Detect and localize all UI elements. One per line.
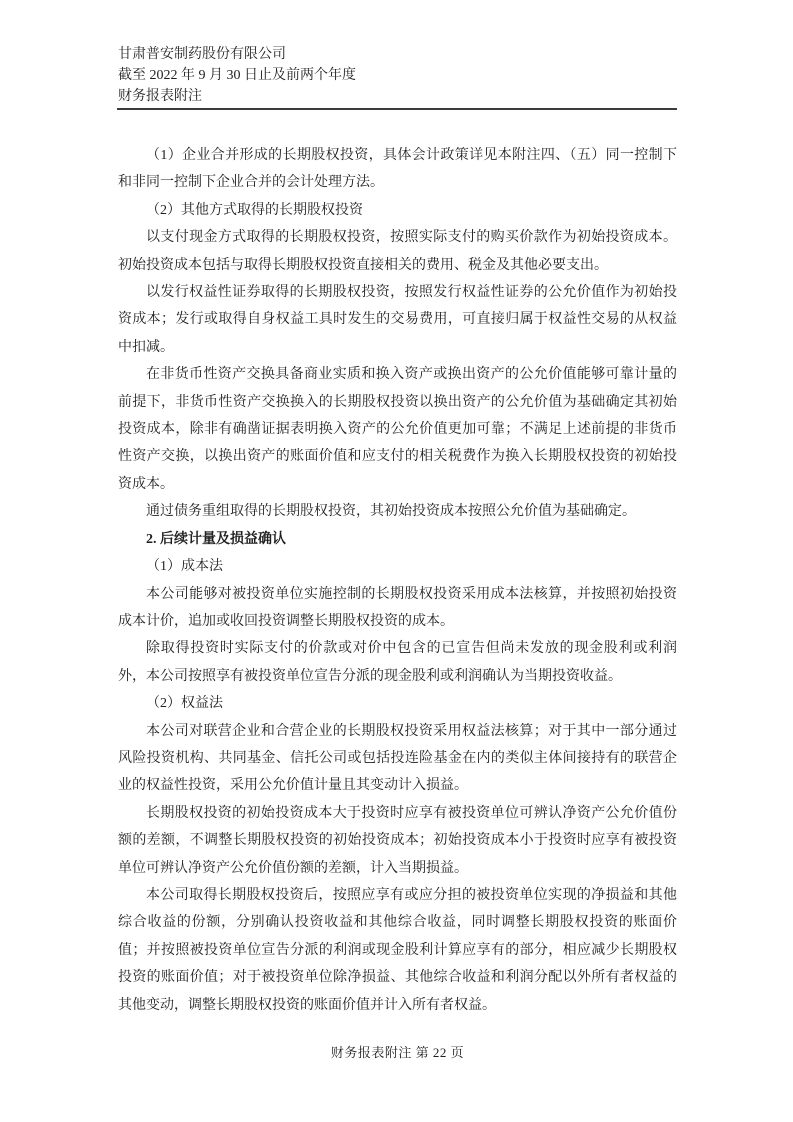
body-paragraph: 长期股权投资的初始投资成本大于投资时应享有被投资单位可辨认净资产公允价值份额的差额，不调整长期股权投资的初始投资成本；初始投资成本小于投资时应享有被投资单位可辨认净资产公允价值份额的差额，计入当期损益。 <box>118 805 677 876</box>
body-paragraph: 以发行权益性证券取得的长期股权投资，按照发行权益性证券的公允价值作为初始投资成本；发行或取得自身权益工具时发生的交易费用，可直接归属于权益性交易的从权益中扣减。 <box>118 285 677 355</box>
section-heading: 2. 后续计量及损益确认 <box>146 531 286 547</box>
header-divider <box>117 108 677 110</box>
body-paragraph: （1）企业合并形成的长期股权投资，具体会计政策详见本附注四、（五）同一控制下和非同一控制下企业合并的会计处理方法。 <box>118 148 677 191</box>
page-footer-label: 财务报表附注 第 22 页 <box>330 1045 465 1060</box>
body-paragraph: （1）成本法 <box>146 559 223 575</box>
document-body <box>118 142 677 1019</box>
document-footer <box>118 1042 677 1061</box>
body-paragraph: 本公司取得长期股权投资后，按照应享有或应分担的被投资单位实现的净损益和其他综合收益的份额，分别确认投资收益和其他综合收益，同时调整长期股权投资的账面价值；并按照被投资单位宣告分派的利润或现金股利计算应享有的部分，相应减少长期股权投资的账面价值；对于被投资单位除净损益、其他综合收益和利润分配以外所有者权益的其他变动，调整长期股权投资的账面价值并计入所有者权益。 <box>118 887 677 1013</box>
document-title: 财务报表附注 <box>118 89 202 104</box>
document-header <box>118 44 678 107</box>
body-paragraph: 除取得投资时实际支付的价款或对价中包含的已宣告但尚未发放的现金股利或利润外，本公司按照享有被投资单位宣告分派的现金股利或利润确认为当期投资收益。 <box>118 641 677 684</box>
body-paragraph: 以支付现金方式取得的长期股权投资，按照实际支付的购买价款作为初始投资成本。初始投资成本包括与取得长期股权投资直接相关的费用、税金及其他必要支出。 <box>118 230 677 273</box>
body-paragraph: （2）权益法 <box>146 696 223 712</box>
body-paragraph: 本公司能够对被投资单位实施控制的长期股权投资采用成本法核算，并按照初始投资成本计价，追加或收回投资调整长期股权投资的成本。 <box>118 586 677 629</box>
body-paragraph: （2）其他方式取得的长期股权投资 <box>146 202 363 218</box>
body-paragraph: 通过债务重组取得的长期股权投资，其初始投资成本按照公允价值为基础确定。 <box>146 504 636 520</box>
report-period: 截至 2022 年 9 月 30 日止及前两个年度 <box>118 68 356 83</box>
body-paragraph: 在非货币性资产交换具备商业实质和换入资产或换出资产的公允价值能够可靠计量的前提下，非货币性资产交换换入的长期股权投资以换出资产的公允价值为基础确定其初始投资成本，除非有确凿证据表明换入资产的公允价值更加可靠；不满足上述前提的非货币性资产交换，以换出资产的账面价值和应支付的相关税费作为换入长期股权投资的初始投资成本。 <box>118 367 677 492</box>
body-paragraph: 本公司对联营企业和合营企业的长期股权投资采用权益法核算；对于其中一部分通过风险投资机构、共同基金、信托公司或包括投连险基金在内的类似主体间接持有的联营企业的权益性投资，采用公允价值计量且其变动计入损益。 <box>118 723 677 794</box>
company-name: 甘肃普安制药股份有限公司 <box>118 47 286 62</box>
